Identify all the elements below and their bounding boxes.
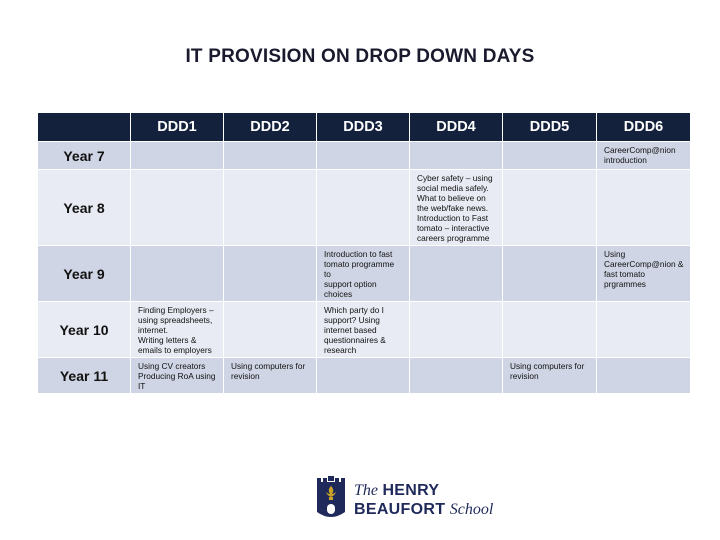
header-ddd2: DDD2 xyxy=(224,113,317,142)
row-label: Year 8 xyxy=(38,170,131,246)
table-cell xyxy=(597,358,691,394)
table-cell: Using computers for revision xyxy=(503,358,597,394)
table-cell xyxy=(410,302,503,358)
table-cell: Using CareerComp@nion & fast tomato prgrammes xyxy=(597,246,691,302)
table-cell xyxy=(224,302,317,358)
table-cell: CareerComp@nion introduction xyxy=(597,142,691,170)
table-cell: Introduction to fast tomato programme to support option choices xyxy=(317,246,410,302)
table-row xyxy=(38,302,691,358)
table-cell: Which party do I support? Using internet based questionnaires & research xyxy=(317,302,410,358)
row-label: Year 10 xyxy=(38,302,131,358)
header-ddd1: DDD1 xyxy=(131,113,224,142)
table-cell xyxy=(224,170,317,246)
table-cell: Cyber safety – using social media safely. What to believe on the web/fake news. Introduction to Fast tomato – interactive careers programme xyxy=(410,170,503,246)
table-row xyxy=(38,358,691,394)
table-cell: Using CV creators Producing RoA using IT xyxy=(131,358,224,394)
table-cell xyxy=(131,142,224,170)
row-label: Year 9 xyxy=(38,246,131,302)
table-cell xyxy=(503,142,597,170)
logo-henry: HENRY xyxy=(382,482,440,499)
table-cell xyxy=(131,246,224,302)
header-corner xyxy=(38,113,131,142)
row-label: Year 11 xyxy=(38,358,131,394)
school-name xyxy=(354,481,493,519)
school-logo xyxy=(316,476,506,524)
table-row xyxy=(38,170,691,246)
header-row xyxy=(38,113,691,142)
logo-school: School xyxy=(449,501,494,518)
table-cell: Finding Employers – using spreadsheets, internet. Writing letters & emails to employers xyxy=(131,302,224,358)
table-cell xyxy=(317,358,410,394)
table-cell xyxy=(503,302,597,358)
header-ddd5: DDD5 xyxy=(503,113,597,142)
table-cell xyxy=(410,246,503,302)
header-ddd4: DDD4 xyxy=(410,113,503,142)
table-row xyxy=(38,142,691,170)
table-cell xyxy=(131,170,224,246)
table-cell xyxy=(410,142,503,170)
table-cell xyxy=(317,142,410,170)
table-cell xyxy=(503,170,597,246)
logo-beaufort: BEAUFORT xyxy=(354,501,446,518)
page-title: IT PROVISION ON DROP DOWN DAYS xyxy=(185,46,535,67)
table-cell xyxy=(597,302,691,358)
table-cell: Using computers for revision xyxy=(224,358,317,394)
table-cell xyxy=(224,142,317,170)
table-cell xyxy=(503,246,597,302)
table-row xyxy=(38,246,691,302)
logo-the: The xyxy=(354,482,378,499)
provision-table xyxy=(37,112,691,394)
castle-crest-icon xyxy=(316,476,346,522)
table-cell xyxy=(224,246,317,302)
table-cell xyxy=(597,170,691,246)
table-cell xyxy=(410,358,503,394)
header-ddd6: DDD6 xyxy=(597,113,691,142)
row-label: Year 7 xyxy=(38,142,131,170)
header-ddd3: DDD3 xyxy=(317,113,410,142)
table-cell xyxy=(317,170,410,246)
